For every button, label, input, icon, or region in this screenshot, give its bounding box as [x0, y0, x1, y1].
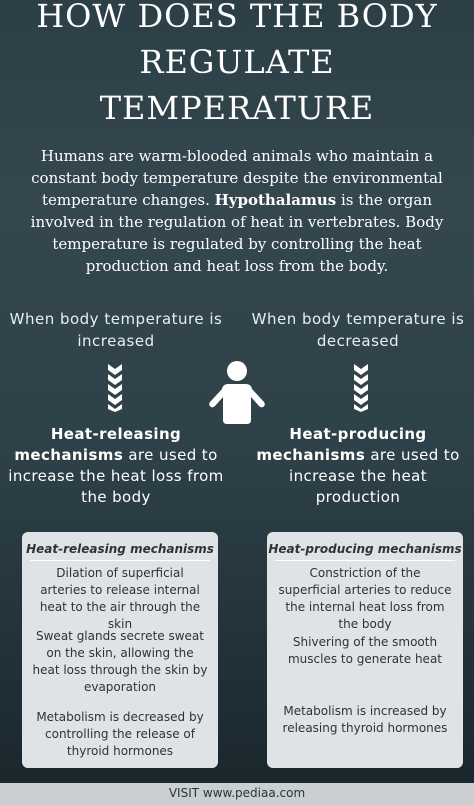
- chevrons-down-icon: [107, 362, 123, 412]
- intro-paragraph: [30, 145, 444, 277]
- condition-increased: When body temperature is increased: [9, 310, 223, 350]
- heat-producing-box: [267, 532, 463, 768]
- heat-releasing-term: Heat-releasing mechanisms: [14, 425, 182, 464]
- intro-text-end: is the organ involved in the regulation of heat in vertebrates. Body temperature is regulated by controlling the heat production and heat loss from the body.: [30, 191, 444, 275]
- footer-link[interactable]: VISIT www.pediaa.com: [0, 783, 474, 805]
- person-icon: [206, 360, 268, 426]
- list-item: Sweat glands secrete sweat on the skin, allowing the heat loss through the skin by evaporation: [32, 629, 208, 694]
- list-item: Metabolism is decreased by controlling the release of thyroid hormones: [36, 710, 204, 758]
- heat-producing-box-heading: Heat-producing mechanisms: [268, 542, 462, 556]
- intro-bold-term: Hypothalamus: [214, 191, 337, 209]
- title-line-3: TEMPERATURE: [99, 89, 375, 127]
- heat-releasing-summary: [6, 424, 226, 508]
- chevrons-down-icon: [353, 362, 369, 412]
- title-line-2: REGULATE: [139, 43, 335, 81]
- title-line-1: HOW DOES THE BODY: [36, 0, 438, 35]
- list-item: Constriction of the superficial arteries to reduce the internal heat loss from the body: [278, 566, 452, 631]
- divider: [275, 560, 455, 561]
- divider: [30, 560, 210, 561]
- condition-decreased: When body temperature is decreased: [251, 310, 465, 350]
- list-item: Metabolism is increased by releasing thyroid hormones: [282, 704, 448, 735]
- heat-producing-term: Heat-producing mechanisms: [256, 425, 427, 464]
- heat-releasing-box: [22, 532, 218, 768]
- list-item: Shivering of the smooth muscles to generate heat: [287, 635, 442, 666]
- heat-producing-summary: [248, 424, 468, 508]
- heat-releasing-box-heading: Heat-releasing mechanisms: [26, 542, 214, 556]
- intro-text-start: Humans are warm-blooded animals who maintain a constant body temperature despite the environmental temperature changes.: [31, 147, 443, 209]
- heat-releasing-desc: are used to increase the heat loss from the body: [8, 446, 224, 506]
- list-item: Dilation of superficial arteries to release internal heat to the air through the skin: [39, 566, 201, 631]
- heat-producing-desc: are used to increase the heat production: [289, 446, 460, 506]
